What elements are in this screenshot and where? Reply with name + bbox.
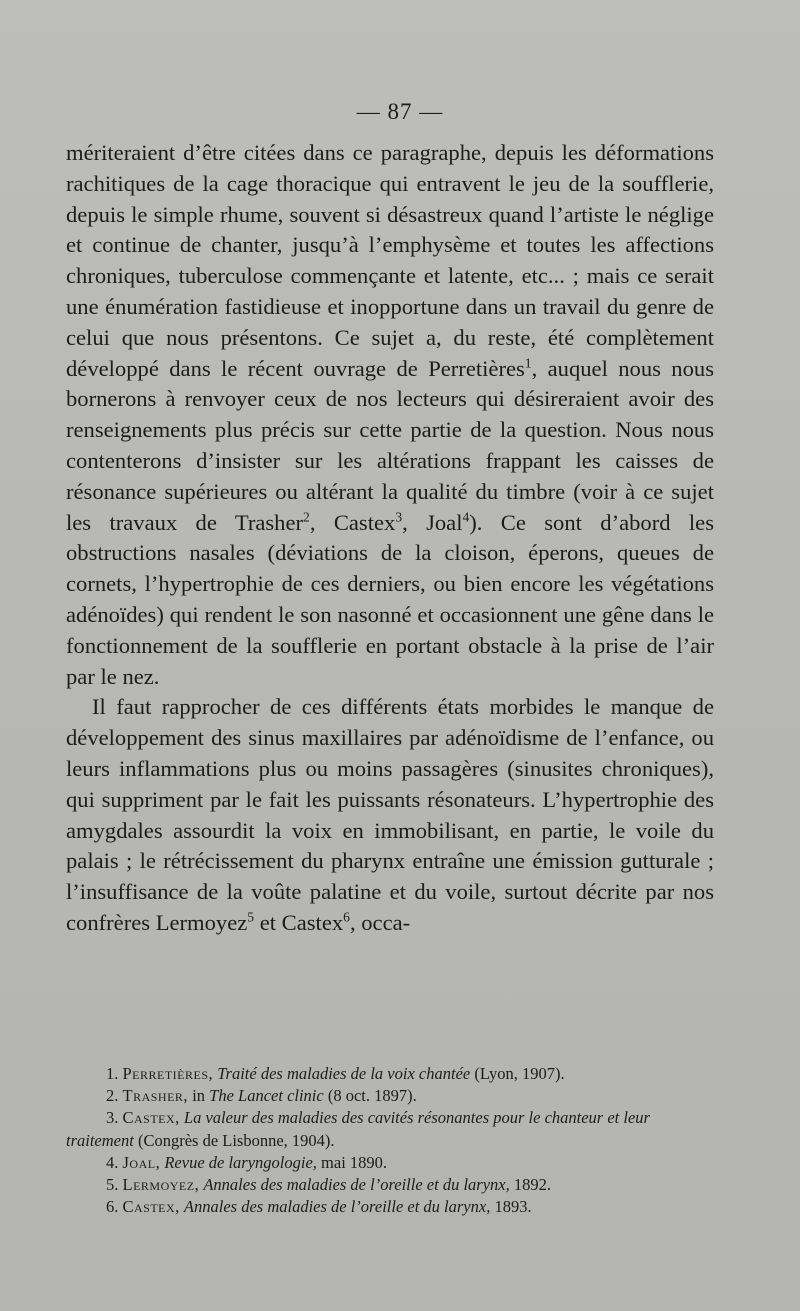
footnote-rest: (8 oct. 1897). — [327, 1086, 417, 1106]
paragraph-1 — [66, 138, 714, 692]
paragraph-2-text-b: et Castex — [254, 909, 344, 935]
main-text — [66, 138, 714, 939]
footnote-4 — [66, 1152, 716, 1174]
footnote-title: Traité des maladies de la voix chantée — [217, 1064, 471, 1083]
footnote-ref-5: 5 — [247, 909, 255, 925]
footnote-title: Revue de laryngologie, — [164, 1152, 317, 1172]
footnote-number: 6. — [106, 1197, 119, 1217]
footnotes — [66, 1063, 716, 1218]
paragraph-1-text-b: , auquel nous nous bornerons à renvoyer ceux de nos lecteurs qui désireraient avoir des renseignements plus précis sur cette partie de la question. Nous nous contenterons d’insister sur les altérations frappant les caisses de résonance supérieures ou altérant la qualité du timbre (voir à ce sujet les travaux de Trasher — [66, 355, 714, 535]
footnote-ref-4: 4 — [462, 509, 470, 525]
footnote-author: Lermoyez, — [122, 1175, 200, 1195]
footnote-number: 5. — [106, 1175, 119, 1195]
footnote-2 — [66, 1085, 716, 1107]
footnote-1 — [66, 1063, 716, 1085]
footnote-rest: (Lyon, 1907). — [474, 1064, 565, 1083]
footnote-ref-3: 3 — [395, 509, 403, 525]
footnote-title: Annales des maladies de l’oreille et du larynx, — [183, 1197, 491, 1217]
footnote-ref-2: 2 — [303, 509, 310, 525]
footnote-3 — [66, 1107, 716, 1151]
footnote-ref-6: 6 — [343, 909, 350, 925]
footnote-author: Joal, — [122, 1152, 161, 1172]
footnote-rest: 1892. — [513, 1175, 551, 1195]
footnote-rest: 1893. — [494, 1197, 532, 1217]
footnote-author: Castex, — [122, 1108, 180, 1128]
page-number: — 87 — — [356, 99, 444, 124]
paragraph-1-text-a: mériteraient d’être citées dans ce paragraphe, depuis les déformations rachitiques de la cage thoracique qui entravent le jeu de la soufflerie, depuis le simple rhume, souvent si désastreux quand l’artiste le néglige et continue de chanter, jusqu’à l’emphysème et toutes les affections chroniques, tuberculose commençante et latente, etc... ; mais ce serait une énumération fastidieuse et inopportune dans un travail du genre de celui que nous présentons. Ce sujet a, du reste, été complètement développé dans le récent ouvrage de Perretières — [66, 140, 714, 381]
footnote-ref-1: 1 — [524, 355, 532, 371]
paragraph-1-text-d: , Joal — [402, 509, 463, 535]
footnote-number: 3. — [106, 1108, 119, 1128]
paragraph-2 — [66, 692, 714, 938]
footnote-title: Annales des maladies de l’oreille et du larynx, — [203, 1175, 510, 1195]
footnote-author: Trasher, — [122, 1086, 189, 1106]
footnote-prefix: in — [192, 1086, 206, 1106]
footnote-author: Perretières, — [122, 1064, 214, 1083]
footnote-number: 4. — [106, 1152, 119, 1172]
paragraph-2-text-a: Il faut rapprocher de ces différents états morbides le manque de développement des sinus maxillaires par adénoïdisme de l’enfance, ou leurs inflammations plus ou moins passagères (sinusites chroniques), qui suppriment par le fait les puissants résonateurs. L’hypertrophie des amygdales assourdit la voix en immobilisant, en partie, le voile du palais ; le rétrécissement du pharynx entraîne une émission gutturale ; l’insuffisance de la voûte palatine et du voile, surtout décrite par nos confrères Lermoyez — [66, 694, 714, 935]
footnote-author: Castex, — [122, 1197, 180, 1217]
footnote-6 — [66, 1196, 716, 1218]
paragraph-1-text-e: ). Ce sont d’abord les obstructions nasales (déviations de la cloison, éperons, queues de cornets, l’hypertrophie de ces derniers, ou bien encore les végétations adénoïdes) qui rendent le son nasonné et occasionnent une gêne dans le fonctionnement de la soufflerie en portant obstacle à la prise de l’air par le nez. — [66, 509, 714, 689]
footnote-rest: mai 1890. — [321, 1152, 388, 1172]
paragraph-1-text-c: , Castex — [309, 509, 396, 535]
footnote-5 — [66, 1174, 716, 1196]
paragraph-2-text-c: , occa- — [349, 909, 411, 935]
footnote-title: La valeur des maladies des cavités résonantes pour le chanteur et leur traitement — [66, 1108, 650, 1150]
footnote-rest: (Congrès de Lisbonne, 1904). — [137, 1130, 335, 1150]
footnote-number: 1. — [106, 1064, 119, 1083]
footnote-title: The Lancet clinic — [209, 1086, 324, 1106]
footnote-number: 2. — [106, 1086, 119, 1106]
